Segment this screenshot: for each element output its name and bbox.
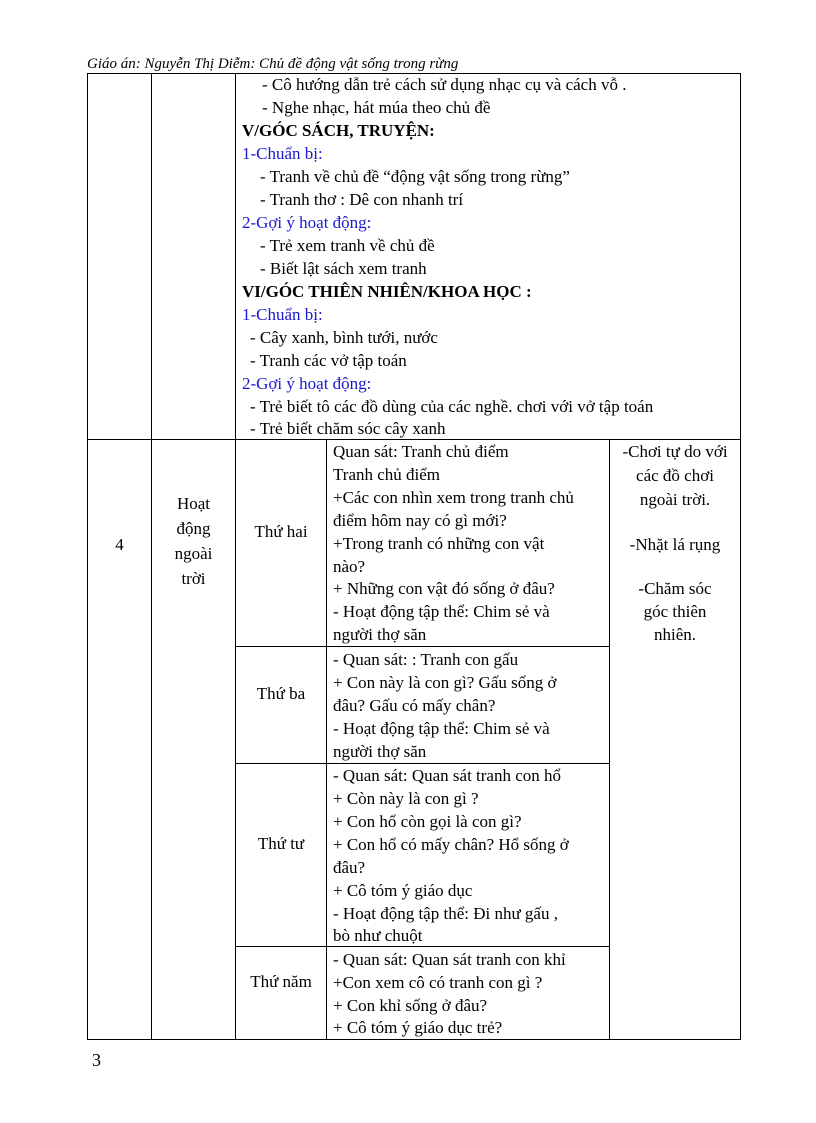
day-label: Thứ tư [257, 834, 305, 853]
text-line: - Tranh các vở tập toán [250, 351, 407, 370]
prep-label: 1-Chuẩn bị: [242, 305, 323, 324]
text-line: + Con hổ còn gọi là con gì? [333, 812, 522, 831]
text-line: + Cô tóm ý giáo dục [333, 881, 473, 900]
text-line: - Trẻ biết tô các đồ dùng của các nghề. chơi với vở tập toán [250, 397, 654, 416]
text-line: - Quan sát: : Tranh con gấu [333, 650, 519, 669]
text-line: - Tranh thơ : Dê con nhanh trí [260, 190, 464, 209]
text-line: + Con hổ có mấy chân? Hổ sống ở [333, 835, 569, 854]
activity-label: 2-Gợi ý hoạt động: [242, 374, 372, 393]
text-line: - Biết lật sách xem tranh [260, 259, 427, 278]
text-line: + Cô tóm ý giáo dục trẻ? [333, 1018, 503, 1037]
text-line: - Quan sát: Quan sát tranh con hổ [333, 766, 562, 785]
text-line: -Nhặt lá rụng [629, 535, 721, 554]
text-line: - Trẻ biết chăm sóc cây xanh [250, 419, 446, 438]
activity-word: ngoài [174, 544, 213, 563]
text-line: điểm hôm nay có gì mới? [333, 511, 507, 530]
text-line: - Quan sát: Quan sát tranh con khỉ [333, 950, 566, 969]
day-label: Thứ năm [250, 972, 312, 991]
text-line: các đồ chơi [636, 466, 714, 485]
text-line: -Chơi tự do với [622, 442, 728, 461]
text-line: - Hoạt động tập thể: Chim sẻ và [333, 719, 550, 738]
text-line: - Tranh về chủ đề “động vật sống trong rừng” [260, 167, 570, 186]
text-line: - Hoạt động tập thể: Chim sẻ và [333, 602, 550, 621]
text-line: - Trẻ xem tranh về chủ đề [260, 236, 435, 255]
text-line: + Con này là con gì? Gấu sống ở [333, 673, 557, 692]
text-line: +Các con nhìn xem trong tranh chủ [333, 488, 574, 507]
text-line: góc thiên [643, 602, 707, 621]
text-line: đâu? Gấu có mấy chân? [333, 696, 496, 715]
day-label: Thứ ba [256, 684, 306, 703]
text-line: nào? [333, 557, 366, 576]
text-line: - Nghe nhạc, hát múa theo chủ đề [262, 98, 491, 117]
text-line: -Chăm sóc [638, 579, 712, 598]
text-line: - Cô hướng dẫn trẻ cách sử dụng nhạc cụ và cách vỗ . [262, 75, 627, 94]
text-line: Tranh chủ điểm [333, 465, 441, 484]
text-line: - Cây xanh, bình tưới, nước [250, 328, 438, 347]
activity-label: 2-Gợi ý hoạt động: [242, 213, 372, 232]
prep-label: 1-Chuẩn bị: [242, 144, 323, 163]
day-label: Thứ hai [254, 522, 308, 541]
text-line: Quan sát: Tranh chủ điểm [333, 442, 509, 461]
text-line: người thợ săn [333, 742, 427, 761]
text-line: đâu? [333, 858, 366, 877]
text-line: nhiên. [653, 625, 697, 644]
activity-word: trời [181, 569, 206, 588]
section-heading-books: V/GÓC SÁCH, TRUYỆN: [242, 121, 435, 140]
text-line: + Con khỉ sống ở đâu? [333, 996, 488, 1015]
text-line: - Hoạt động tập thể: Đi như gấu , [333, 904, 558, 923]
text-line: + Còn này là con gì ? [333, 789, 479, 808]
text-line: ngoài trời. [639, 490, 711, 509]
text-line: bò như chuột [333, 926, 423, 945]
text-line: +Con xem cô có tranh con gì ? [333, 973, 543, 992]
text-line: người thợ săn [333, 625, 427, 644]
text-line: +Trong tranh có những con vật [333, 534, 545, 553]
activity-word: động [176, 519, 211, 538]
row-number: 4 [115, 535, 124, 554]
section-heading-nature: VI/GÓC THIÊN NHIÊN/KHOA HỌC : [242, 282, 532, 301]
page-number: 3 [92, 1050, 101, 1070]
document-header: Giáo án: Nguyễn Thị Diễm: Chủ đề động vật sống trong rừng [87, 56, 459, 72]
activity-word: Hoạt [176, 494, 211, 513]
text-line: + Những con vật đó sống ở đâu? [333, 579, 555, 598]
